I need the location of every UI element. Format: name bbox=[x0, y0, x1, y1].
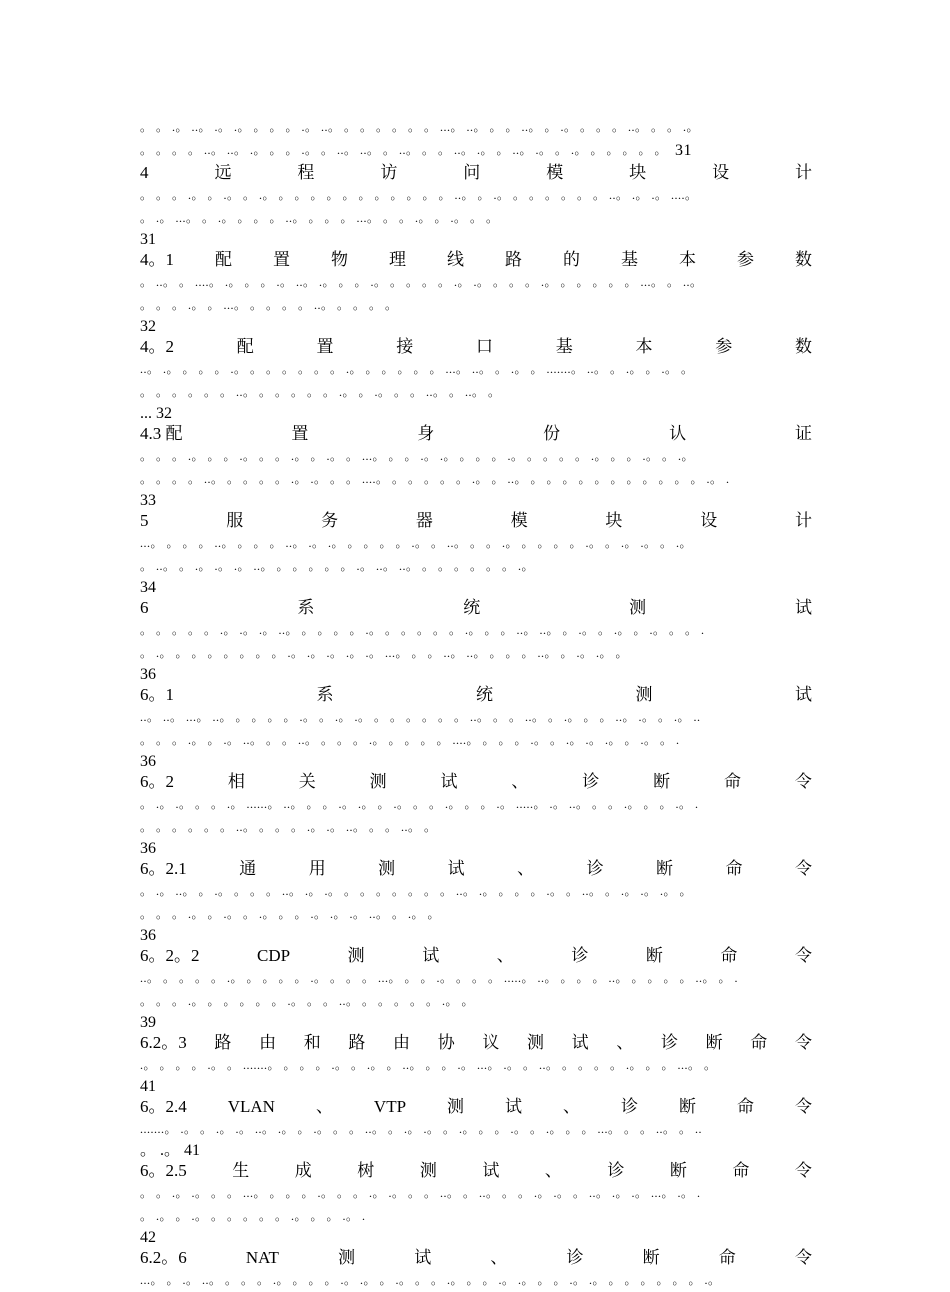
toc-entry-title bbox=[140, 510, 812, 532]
title-token: 6 bbox=[140, 598, 149, 617]
title-token: 断 bbox=[678, 1097, 696, 1116]
title-token: 诊 bbox=[607, 1161, 625, 1180]
title-token: 试 bbox=[482, 1161, 500, 1180]
title-token: 诊 bbox=[571, 946, 589, 965]
title-token: 试 bbox=[447, 859, 465, 878]
toc-entry[interactable] bbox=[140, 858, 812, 945]
title-token: 4.3 配 bbox=[140, 424, 183, 443]
toc-entry-title bbox=[140, 1247, 812, 1269]
title-token: 置 bbox=[316, 337, 334, 356]
title-token: 由 bbox=[259, 1033, 277, 1052]
title-token: 物 bbox=[331, 250, 348, 269]
title-token: 诊 bbox=[586, 859, 604, 878]
title-token: 测 bbox=[338, 1248, 356, 1267]
page-number: 31 bbox=[675, 142, 693, 159]
dot-leader: 。 。 。 .。 。 ...。 。 。 。 。 ..。 。 。 。 。 bbox=[140, 298, 398, 312]
title-token: 断 bbox=[705, 1033, 723, 1052]
title-token: 令 bbox=[794, 1248, 812, 1267]
title-token: 设 bbox=[712, 163, 730, 182]
title-token: 通 bbox=[239, 859, 257, 878]
title-token: 断 bbox=[642, 1248, 660, 1267]
title-token: 试 bbox=[795, 685, 812, 704]
title-token: 由 bbox=[393, 1033, 411, 1052]
title-token: 、 bbox=[490, 1248, 508, 1267]
title-token: 令 bbox=[794, 772, 812, 791]
toc-entry-title bbox=[140, 1032, 812, 1054]
toc-entry-title bbox=[140, 423, 812, 445]
title-token: 远 bbox=[214, 163, 232, 182]
title-token: 理 bbox=[389, 250, 406, 269]
dot-leader: 。 .。 。 .。 。 。 。 。 。 .。 。 。 .。 . bbox=[140, 1209, 366, 1223]
dot-leader: ..。 .。 。 。 。 .。 。 。 。 。 。 。 .。 。 。 。 。 。 ...。 ..。 。 .。 。 .......。 ..。 。 .。 。 .。 。 bbox=[140, 362, 694, 376]
title-token: 5 bbox=[140, 511, 149, 530]
dot-leader: 。 .。 ..。 。 .。 。 。 。 ..。 .。 .。 。 。 。 。 。 。 。 ..。 .。 。 。 。 .。 。 ..。 。 .。 .。 .。 。 bbox=[140, 884, 693, 898]
table-of-contents bbox=[140, 116, 812, 1292]
title-token: 用 bbox=[308, 859, 326, 878]
toc-entry-title bbox=[140, 162, 812, 184]
title-token: 诊 bbox=[582, 772, 600, 791]
dot-leader: 。 ..。 。 ....。 .。 。 。 .。 ..。 .。 。 。 .。 。 。 。 。 .。 .。 。 。 。 .。 。 。 。 。 。 ...。 。 ..。 bbox=[140, 275, 703, 289]
title-token: 议 bbox=[482, 1033, 500, 1052]
title-token: 关 bbox=[298, 772, 316, 791]
dot-leader: 。 。 。 。 ..。 。 。 。 。 .。 .。 。 。 ....。 。 。 。 。 。 .。 。 ..。 。 。 。 。 。 。 。 。 。 。 。 .。 . bbox=[140, 472, 730, 486]
dot-leader: 。 ..。 。 .。 .。 .。 ..。 。 。 。 。 。 .。 ..。 ..。 。 。 。 。 。 。 .。 bbox=[140, 559, 535, 573]
dot-leader: 。 。 。 。 。 .。 .。 .。 ..。 。 。 。 。 .。 。 。 。 。 。 .。 。 。 ..。 ..。 。 .。 。 .。 。 .。 。 。 . bbox=[140, 623, 705, 637]
title-token: 参 bbox=[737, 250, 754, 269]
title-token: 令 bbox=[794, 859, 812, 878]
title-token: 、 bbox=[544, 1161, 562, 1180]
title-token: 令 bbox=[794, 1033, 812, 1052]
title-token: 测 bbox=[378, 859, 396, 878]
title-token: 路 bbox=[214, 1033, 232, 1052]
title-token: 块 bbox=[605, 511, 623, 530]
title-token: 程 bbox=[297, 163, 315, 182]
title-token: 基 bbox=[621, 250, 638, 269]
dot-leader: ...。 。 。 。 ..。 。 。 。 ..。 .。 .。 。 。 。 。 .。 。 ..。 。 。 .。 。 。 。 。 .。 。 .。 .。 。 .。 bbox=[140, 536, 693, 550]
toc-entry-title bbox=[140, 771, 812, 793]
page-number: 34 bbox=[140, 579, 156, 596]
dot-leader: 。 。 。 .。 。 .。 ..。 。 。 ..。 。 。 。 .。 。 。 。 。 ....。 。 。 。 .。 。 .。 .。 .。 。 .。 。 . bbox=[140, 733, 680, 747]
dot-leader: 。 。 。 。 。 。 ..。 。 。 。 。 。 .。 。 .。 。 。 ..。 。 ..。 。 bbox=[140, 385, 501, 399]
page-number: 36 bbox=[140, 666, 156, 683]
toc-entry-title bbox=[140, 1096, 812, 1118]
page-number: 36 bbox=[140, 840, 156, 857]
title-token: 命 bbox=[750, 1033, 768, 1052]
title-token: 命 bbox=[725, 859, 743, 878]
title-token: 计 bbox=[794, 511, 812, 530]
toc-entry-title bbox=[140, 684, 812, 706]
title-token: 命 bbox=[718, 1248, 736, 1267]
page-number: 31 bbox=[140, 231, 156, 248]
title-token: 成 bbox=[294, 1161, 312, 1180]
title-token: 试 bbox=[440, 772, 458, 791]
title-token: 数 bbox=[795, 250, 812, 269]
title-token: 统 bbox=[463, 598, 481, 617]
title-token: 命 bbox=[736, 1097, 754, 1116]
dot-leader: 。 .。 .。 。 。 .。 ......。 ..。 。 。 .。 .。 。 .。 。 。 .。 。 。 .。 .....。 .。 ..。 。 。 .。 。 。 .。 . bbox=[140, 797, 699, 811]
title-token: 诊 bbox=[660, 1033, 678, 1052]
dot-leader: 。 。 。 .。 。 .。 。 .。 。 。 。 。 。 。 。 。 。 。 。 ..。 。 .。 。 。 。 。 。 。 ..。 .。 .。 ....。 bbox=[140, 188, 698, 202]
title-token: 试 bbox=[795, 598, 812, 617]
title-token: 、 bbox=[496, 946, 514, 965]
title-token: 断 bbox=[653, 772, 671, 791]
title-token: 接 bbox=[396, 337, 414, 356]
title-token: 身 bbox=[417, 424, 435, 443]
title-token: 口 bbox=[476, 337, 493, 356]
title-token: 6。2.4 bbox=[140, 1097, 187, 1116]
title-token: 系 bbox=[297, 598, 315, 617]
page-number: 39 bbox=[140, 1014, 156, 1031]
title-token: 、 bbox=[511, 772, 529, 791]
title-token: 路 bbox=[505, 250, 522, 269]
title-token: 诊 bbox=[566, 1248, 584, 1267]
title-token: 4。2 bbox=[140, 337, 174, 356]
toc-entry-title bbox=[140, 1160, 812, 1182]
toc-entry-title bbox=[140, 945, 812, 967]
title-token: 基 bbox=[555, 337, 573, 356]
title-token: 断 bbox=[645, 946, 663, 965]
title-token: 测 bbox=[347, 946, 365, 965]
title-token: 认 bbox=[669, 424, 687, 443]
title-token: 计 bbox=[795, 163, 812, 182]
title-token: 问 bbox=[463, 163, 481, 182]
toc-entry-title bbox=[140, 336, 812, 358]
title-token: 块 bbox=[629, 163, 647, 182]
page-number: 33 bbox=[140, 492, 156, 509]
title-token: 数 bbox=[795, 337, 812, 356]
title-token: 路 bbox=[348, 1033, 366, 1052]
dot-leader: .......。 .。 。 .。 .。 ..。 .。 。 .。 。 。 ..。 。 .。 .。 。 .。 。 。 .。 。 .。 。 。 ...。 。 。 ..。 。 .. bbox=[140, 1122, 703, 1136]
title-token: 系 bbox=[316, 685, 334, 704]
title-token: 生 bbox=[232, 1161, 250, 1180]
title-token: 务 bbox=[321, 511, 339, 530]
dot-leader: 。 .。 。 。 。 。 。 。 。 .。 .。 .。 .。 .。 ...。 。 。 ..。 ..。 。 。 。 ..。 。 .。 .。 。 bbox=[140, 646, 629, 660]
page-number: 。 .。 41 bbox=[140, 1142, 201, 1159]
dot-leader: ...。 。 .。 ..。 。 。 。 .。 。 。 。 .。 .。 。 .。 。 。 .。 。 。 .。 .。 。 。 .。 .。 。 。 。 。 。 。 .。 bbox=[140, 1273, 721, 1287]
title-token: 的 bbox=[563, 250, 580, 269]
title-token: 配 bbox=[236, 337, 254, 356]
title-token: 6.2。3 bbox=[140, 1033, 187, 1052]
title-token: 树 bbox=[357, 1161, 375, 1180]
toc-entry[interactable] bbox=[140, 1247, 812, 1292]
title-token: 、 bbox=[616, 1033, 634, 1052]
title-token: 令 bbox=[794, 946, 812, 965]
dot-leader: ..。 ..。 ...。 ..。 。 。 。 。 .。 。 .。 .。 。 。 。 。 。 。 ..。 。 。 ..。 。 .。 。 。 ..。 .。 。 .。 .. bbox=[140, 710, 701, 724]
dot-leader: 。 。 。 .。 。 .。 。 .。 。 。 .。 .。 .。 ..。 。 .。 。 bbox=[140, 907, 441, 921]
title-token: 、 bbox=[563, 1097, 580, 1116]
page-number: ... 32 bbox=[140, 405, 172, 422]
title-token: 4。1 bbox=[140, 250, 174, 269]
title-token: VTP bbox=[373, 1097, 407, 1116]
toc-entry[interactable] bbox=[140, 1032, 812, 1096]
dot-leader: 。 。 。 .。 。 。 .。 。 。 .。 。 .。 。 ...。 。 。 .。 .。 。 。 。 .。 。 。 。 。 .。 。 。 .。 。 .。 bbox=[140, 449, 695, 463]
dot-leader: ..。 。 。 。 。 .。 。 。 。 。 .。 。 。 。 ...。 。 。 .。 。 。 。 .....。 ..。 。 。 。 ..。 。 。 。 。 ..。 。 . bbox=[140, 971, 739, 985]
title-token: 置 bbox=[273, 250, 290, 269]
dot-leader: .。 。 。 。 .。 。 .......。 。 。 。 .。 。 .。 。 ..。 。 。 .。 ...。 .。 。 ..。 。 。 。 。 .。 。 。 ...。 。 bbox=[140, 1058, 717, 1072]
title-token: 协 bbox=[437, 1033, 455, 1052]
title-token: 命 bbox=[732, 1161, 750, 1180]
title-token: 4 bbox=[140, 163, 149, 182]
dot-leader: 。 。 。 .。 。 。 。 。 。 .。 。 。 ..。 。 。 。 。 。 .。 。 bbox=[140, 994, 475, 1008]
title-token: 试 bbox=[571, 1033, 589, 1052]
title-token: 模 bbox=[546, 163, 564, 182]
title-token: 测 bbox=[629, 598, 647, 617]
title-token: 本 bbox=[635, 337, 653, 356]
title-token: 相 bbox=[227, 772, 245, 791]
dot-leader: 。 。 .。 ..。 .。 .。 。 。 。 .。 ..。 。 。 。 。 。 。 ...。 ..。 。 。 ..。 。 .。 。 。 。 ..。 。 。 .。 bbox=[140, 120, 700, 134]
toc-entry[interactable] bbox=[140, 510, 812, 597]
title-token: 6。2.5 bbox=[140, 1161, 187, 1180]
title-token: 断 bbox=[669, 1161, 687, 1180]
title-token: 证 bbox=[794, 424, 812, 443]
toc-entry[interactable] bbox=[140, 249, 812, 336]
title-token: 测 bbox=[527, 1033, 544, 1052]
toc-entry-title bbox=[140, 597, 812, 619]
title-token: 统 bbox=[476, 685, 493, 704]
title-token: 置 bbox=[291, 424, 309, 443]
title-token: 线 bbox=[447, 250, 464, 269]
page-number: 42 bbox=[140, 1229, 156, 1246]
title-token: 6。2.1 bbox=[140, 859, 187, 878]
title-token: 命 bbox=[724, 772, 741, 791]
page-number: 32 bbox=[140, 318, 156, 335]
dot-leader: 。 。 .。 .。 。 。 ...。 。 。 。 .。 。 。 .。 .。 。 。 ..。 。 ..。 。 。 .。 .。 。 ..。 .。 .。 ...。 .。 . bbox=[140, 1186, 701, 1200]
title-token: 令 bbox=[794, 1097, 812, 1116]
title-token: NAT bbox=[245, 1248, 279, 1267]
title-token: 试 bbox=[414, 1248, 432, 1267]
toc-entry[interactable] bbox=[140, 423, 812, 510]
title-token: 测 bbox=[419, 1161, 437, 1180]
toc-continuation bbox=[140, 116, 812, 162]
title-token: 设 bbox=[700, 511, 718, 530]
title-token: 令 bbox=[794, 1161, 812, 1180]
title-token: 和 bbox=[303, 1033, 321, 1052]
toc-entry[interactable] bbox=[140, 771, 812, 858]
title-token: 测 bbox=[635, 685, 653, 704]
title-token: 断 bbox=[656, 859, 674, 878]
page-number: 41 bbox=[140, 1078, 156, 1095]
dot-leader: 。 。 。 。 。 。 ..。 。 。 。 .。 .。 ..。 。 。 ..。 。 bbox=[140, 820, 437, 834]
title-token: 参 bbox=[715, 337, 733, 356]
toc-entry[interactable] bbox=[140, 597, 812, 684]
toc-entry[interactable] bbox=[140, 162, 812, 249]
title-token: 器 bbox=[415, 511, 433, 530]
title-token: 6。2 bbox=[140, 772, 174, 791]
title-token: 模 bbox=[510, 511, 528, 530]
title-token: 测 bbox=[447, 1097, 465, 1116]
toc-entry[interactable] bbox=[140, 684, 812, 771]
toc-entry[interactable] bbox=[140, 1096, 812, 1160]
title-token: 本 bbox=[679, 250, 696, 269]
title-token: 6。1 bbox=[140, 685, 174, 704]
title-token: 配 bbox=[215, 250, 232, 269]
title-token: 份 bbox=[543, 424, 561, 443]
title-token: 测 bbox=[369, 772, 387, 791]
title-token: 命 bbox=[720, 946, 738, 965]
title-token: 、 bbox=[517, 859, 535, 878]
title-token: VLAN bbox=[227, 1097, 275, 1116]
title-token: 试 bbox=[422, 946, 440, 965]
toc-entry[interactable] bbox=[140, 1160, 812, 1247]
title-token: 试 bbox=[505, 1097, 523, 1116]
title-token: CDP bbox=[257, 946, 291, 965]
page-number: 36 bbox=[140, 753, 156, 770]
toc-entry[interactable] bbox=[140, 945, 812, 1032]
title-token: 访 bbox=[380, 163, 398, 182]
dot-leader-text: 。 。 。 。 ..。 ..。 .。 。 。 .。 。 ..。 ..。 。 ..。 。 。 ..。 .。 。 ..。 .。 。 .。 。 。 。 。 。 bbox=[140, 143, 668, 157]
dot-leader: 。 .。 ...。 。 .。 。 。 。 ..。 。 。 。 ...。 。 。 .。 。 .。 。 。 bbox=[140, 211, 499, 225]
title-token: 6.2。6 bbox=[140, 1248, 187, 1267]
title-token: 、 bbox=[315, 1097, 333, 1116]
page-number: 36 bbox=[140, 927, 156, 944]
dot-leader bbox=[140, 139, 812, 162]
toc-entry-title bbox=[140, 249, 812, 271]
title-token: 诊 bbox=[620, 1097, 638, 1116]
title-token: 6。2。2 bbox=[140, 946, 200, 965]
toc-entry[interactable] bbox=[140, 336, 812, 423]
toc-entry-title bbox=[140, 858, 812, 880]
title-token: 服 bbox=[226, 511, 244, 530]
